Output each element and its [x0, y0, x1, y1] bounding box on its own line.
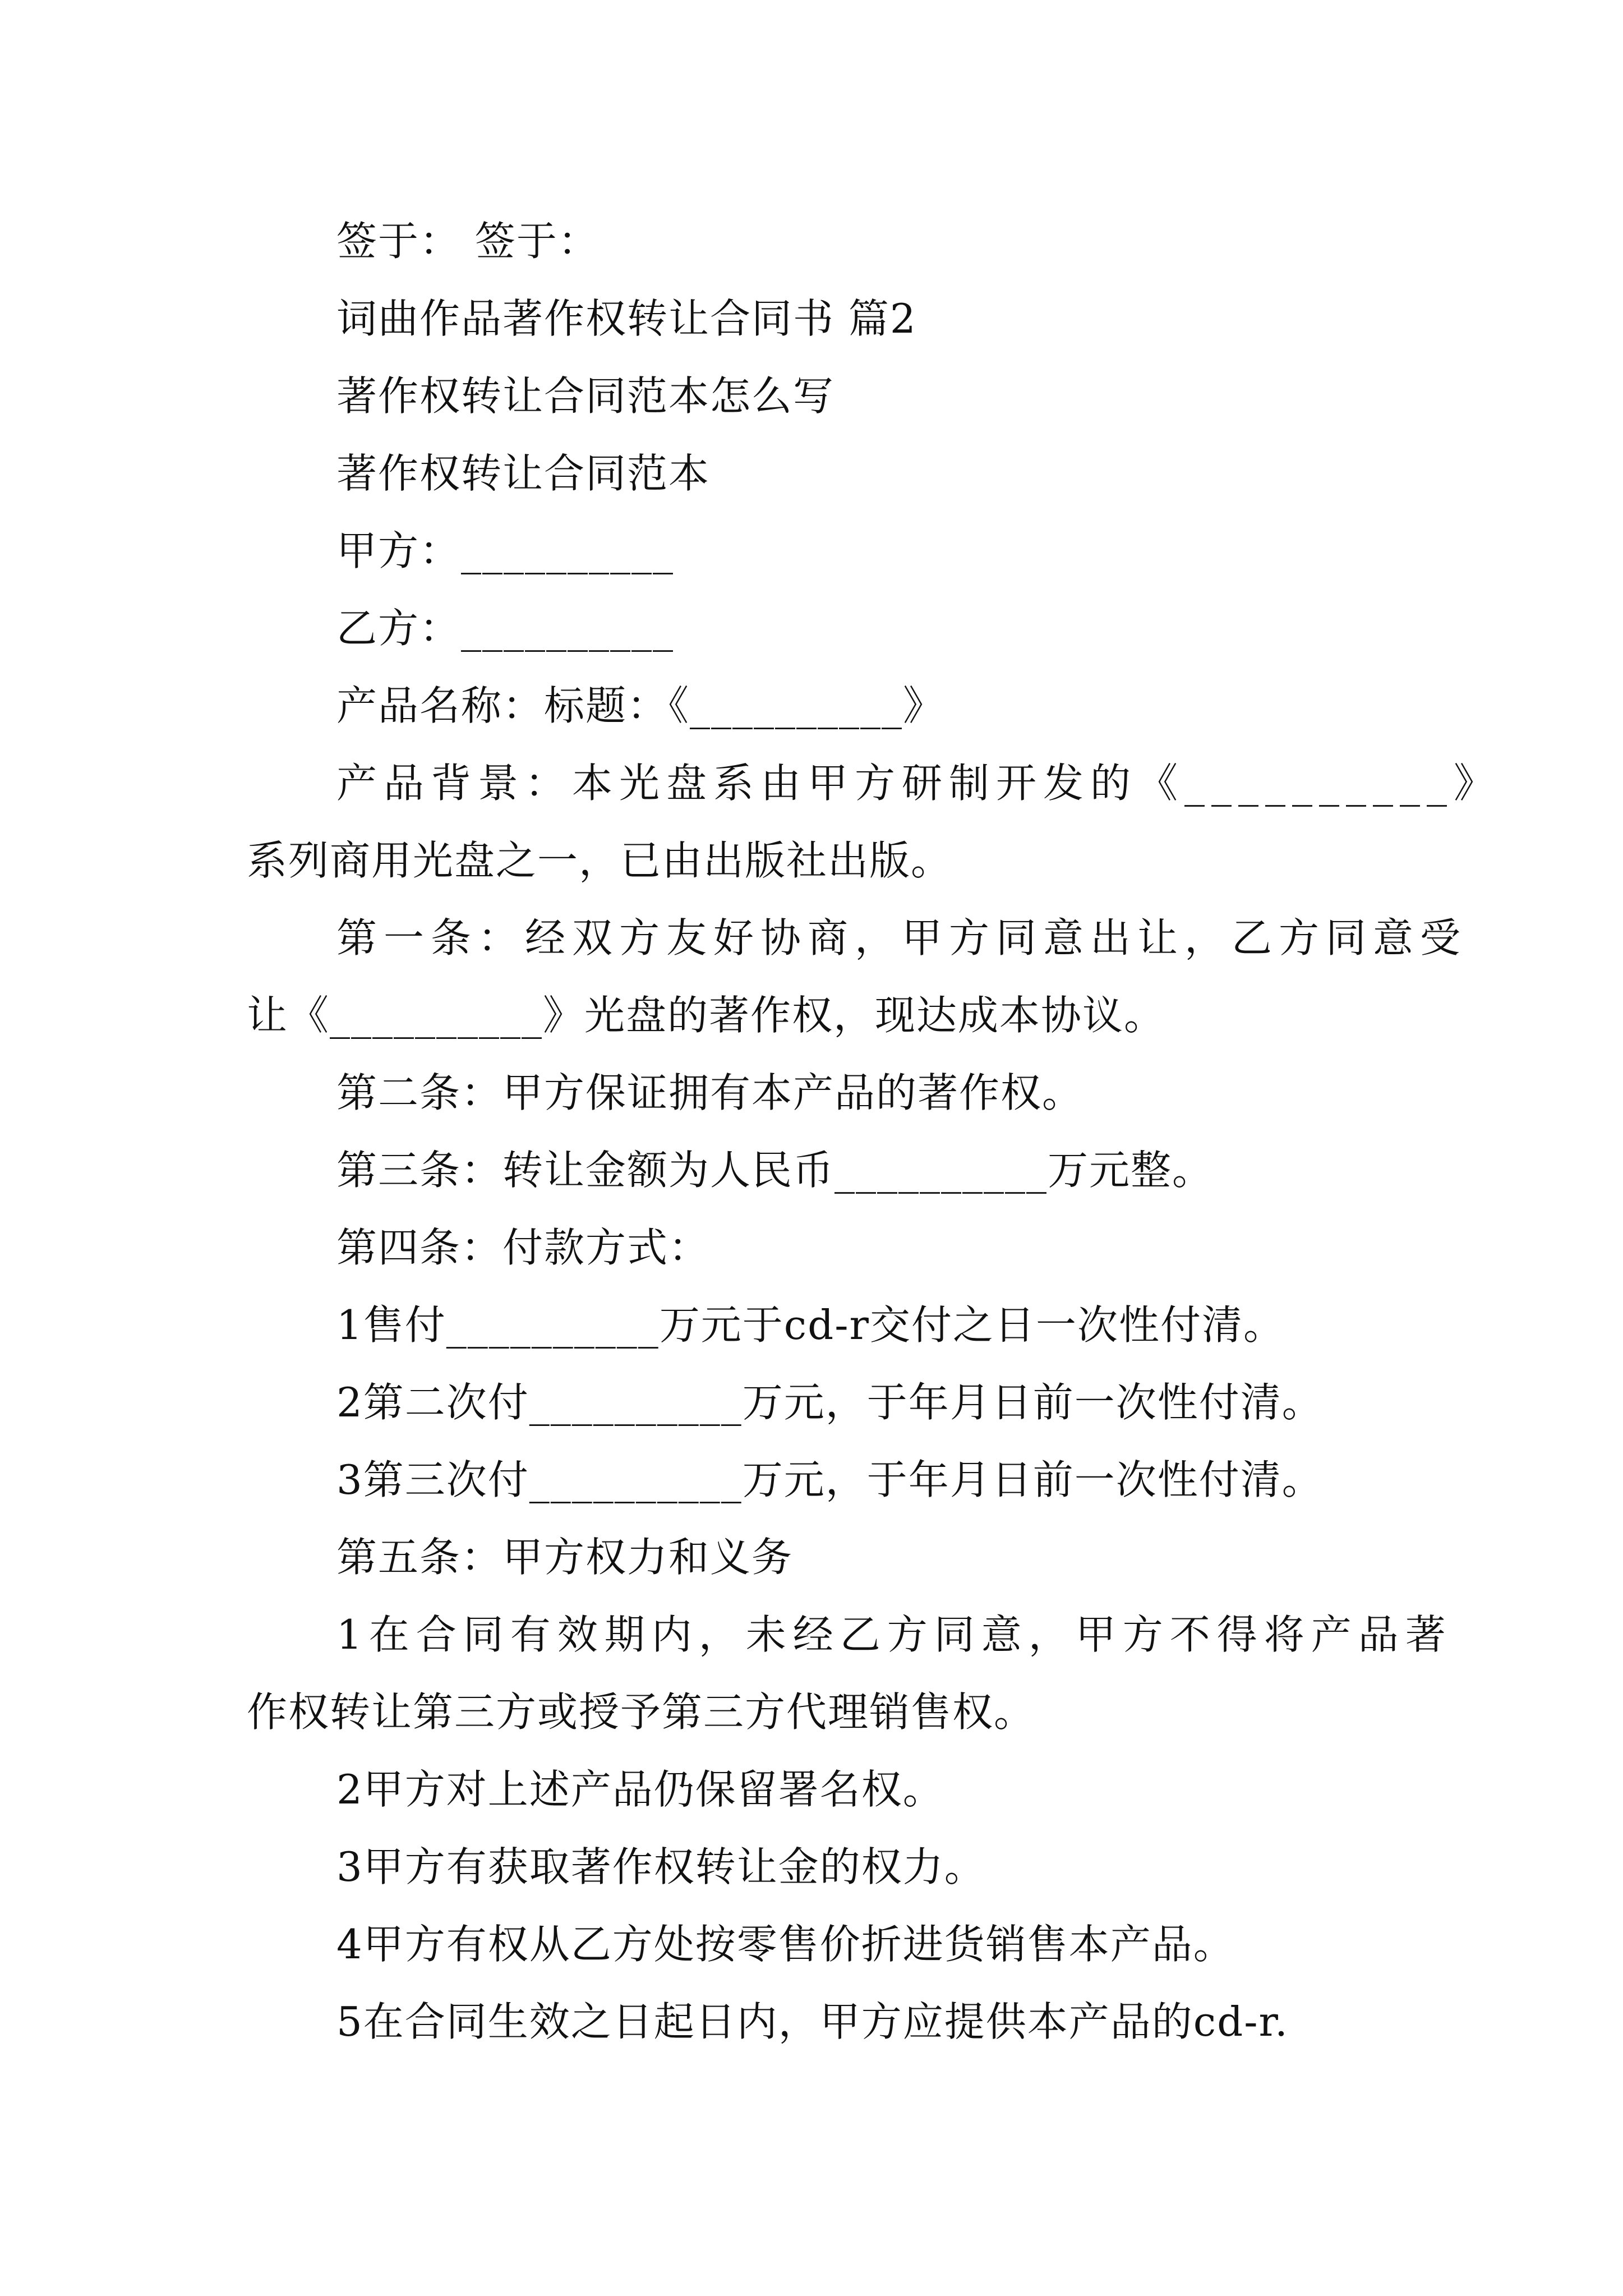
party-a-line: 甲方：__________ — [336, 527, 675, 574]
article-3-line: 第三条：转让金额为人民币__________万元整。 — [336, 1147, 1214, 1194]
article-1-cont: 让《__________》光盘的著作权，现达成本协议。 — [247, 992, 1166, 1039]
party-b-line: 乙方：__________ — [336, 605, 675, 652]
payment-item-2: 2第二次付__________万元，于年月日前一次性付清。 — [336, 1379, 1324, 1426]
document-heading: 著作权转让合同范本 — [336, 450, 711, 497]
article-5-item-1: 1在合同有效期内，未经乙方同意，甲方不得将产品著 — [336, 1611, 1453, 1658]
article-4-line: 第四条：付款方式： — [336, 1224, 711, 1271]
payment-item-3: 3第三次付__________万元，于年月日前一次性付清。 — [336, 1456, 1324, 1503]
article-5-line: 第五条：甲方权力和义务 — [336, 1534, 794, 1581]
article-1-line: 第一条：经双方友好协商，甲方同意出让，乙方同意受 — [336, 914, 1468, 961]
section-title: 词曲作品著作权转让合同书 篇2 — [336, 295, 917, 342]
article-5-item-4: 4甲方有权从乙方处按零售价折进货销售本产品。 — [336, 1921, 1235, 1968]
article-5-item-3: 3甲方有获取著作权转让金的权力。 — [336, 1843, 986, 1890]
article-5-item-1-cont: 作权转让第三方或授予第三方代理销售权。 — [247, 1688, 1036, 1736]
product-name-line: 产品名称：标题：《__________》 — [336, 682, 945, 729]
payment-item-1: 1售付__________万元于cd-r交付之日一次性付清。 — [336, 1301, 1285, 1349]
product-background-line: 产品背景：本光盘系由甲方研制开发的《__________》 — [336, 760, 1501, 807]
article-5-item-5: 5在合同生效之日起日内，甲方应提供本产品的cd-r. — [336, 1998, 1289, 2045]
article-5-item-2: 2甲方对上述产品仍保留署名权。 — [336, 1766, 944, 1813]
signature-line: 签于： 签于： — [336, 218, 600, 265]
article-2-line: 第二条：甲方保证拥有本产品的著作权。 — [336, 1069, 1084, 1116]
product-background-cont: 系列商用光盘之一，已由出版社出版。 — [247, 837, 953, 884]
document-subtitle: 著作权转让合同范本怎么写 — [336, 372, 835, 420]
